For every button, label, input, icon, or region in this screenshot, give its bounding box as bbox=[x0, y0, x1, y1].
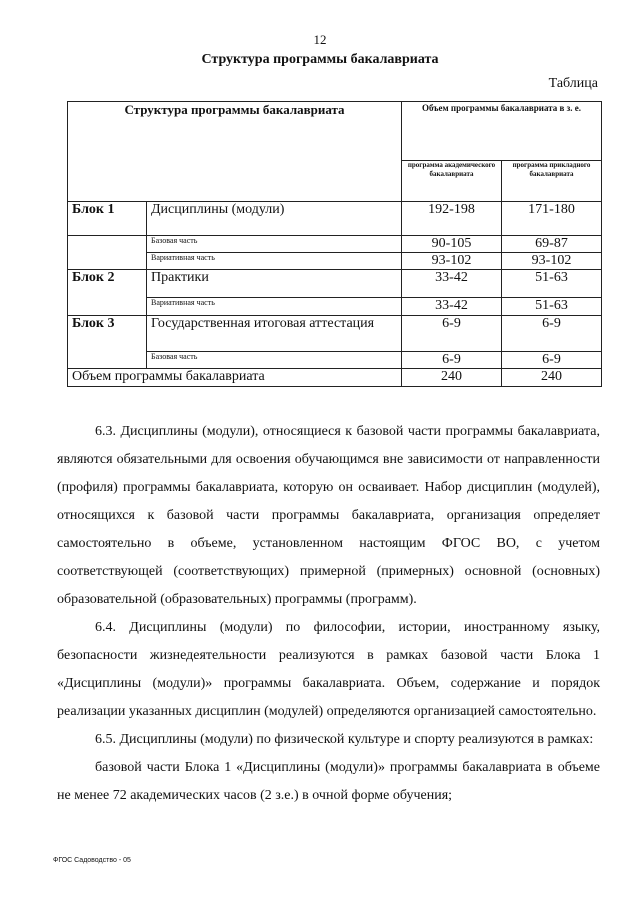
table-row bbox=[68, 352, 602, 369]
block-label: Блок 1 bbox=[68, 202, 147, 236]
header-academic: программа академического бакалавриата bbox=[402, 161, 502, 202]
table-row bbox=[68, 270, 602, 298]
total-academic: 240 bbox=[402, 369, 502, 387]
academic-value: 6-9 bbox=[402, 352, 502, 369]
row-name: Базовая часть bbox=[147, 236, 402, 253]
applied-value: 6-9 bbox=[502, 352, 602, 369]
academic-value: 93-102 bbox=[402, 253, 502, 270]
table-label: Таблица bbox=[548, 76, 598, 91]
table-row bbox=[68, 253, 602, 270]
academic-value: 33-42 bbox=[402, 270, 502, 298]
paragraph-6-5-item: базовой части Блока 1 «Дисциплины (модули)» программы бакалавриата в объеме не менее 72 академических часов (2 з.е.) в очной форме обучения; bbox=[57, 760, 600, 803]
header-applied: программа прикладного бакалавриата bbox=[502, 161, 602, 202]
total-applied: 240 bbox=[502, 369, 602, 387]
row-name: Базовая часть bbox=[147, 352, 402, 369]
row-name: Практики bbox=[147, 270, 402, 298]
block-label: Блок 3 bbox=[68, 316, 147, 369]
applied-value: 171-180 bbox=[502, 202, 602, 236]
total-label: Объем программы бакалавриата bbox=[68, 369, 402, 387]
paragraph-6-4: 6.4. Дисциплины (модули) по философии, истории, иностранному языку, безопасности жизнедеятельности реализуются в рамках базовой части Блока 1 «Дисциплины (модули)» программы бакалавриата. Объем, содержание и порядок реализации указанных дисциплин (модулей) определяются организацией самостоятельно. bbox=[57, 620, 600, 719]
row-name: Вариативная часть bbox=[147, 298, 402, 316]
academic-value: 90-105 bbox=[402, 236, 502, 253]
header-structure: Структура программы бакалавриата bbox=[68, 102, 402, 202]
row-name: Государственная итоговая аттестация bbox=[147, 316, 402, 352]
page-number: 12 bbox=[313, 32, 327, 47]
row-name: Вариативная часть bbox=[147, 253, 402, 270]
row-name: Дисциплины (модули) bbox=[147, 202, 402, 236]
applied-value: 69-87 bbox=[502, 236, 602, 253]
table-total-row bbox=[68, 369, 602, 387]
academic-value: 192-198 bbox=[402, 202, 502, 236]
paragraph-6-5: 6.5. Дисциплины (модули) по физической культуре и спорту реализуются в рамках: bbox=[95, 732, 594, 747]
table-row bbox=[68, 202, 602, 236]
applied-value: 93-102 bbox=[502, 253, 602, 270]
body-text bbox=[57, 418, 600, 810]
page-title: Структура программы бакалавриата bbox=[201, 52, 439, 67]
header-volume: Объем программы бакалавриата в з. е. bbox=[402, 102, 602, 161]
table-row bbox=[68, 298, 602, 316]
paragraph-6-3: 6.3. Дисциплины (модули), относящиеся к базовой части программы бакалавриата, являются обязательными для освоения обучающимся вне зависимости от направленности (профиля) программы бакалавриата, которую он осваивает. Набор дисциплин (модулей), относящихся к базовой части программы бакалавриата, организация определяет самостоятельно в объеме, установленном настоящим ФГОС ВО, с учетом соответствующей (соответствующих) примерной (примерных) основной (основных) образовательной (образовательных) программы (программ). bbox=[57, 424, 600, 607]
table-row bbox=[68, 236, 602, 253]
applied-value: 6-9 bbox=[502, 316, 602, 352]
block-label bbox=[68, 236, 147, 270]
footer: ФГОС Садоводство - 05 bbox=[53, 857, 131, 864]
block-label: Блок 2 bbox=[68, 270, 147, 316]
applied-value: 51-63 bbox=[502, 270, 602, 298]
structure-table bbox=[67, 101, 602, 387]
academic-value: 6-9 bbox=[402, 316, 502, 352]
academic-value: 33-42 bbox=[402, 298, 502, 316]
table-row bbox=[68, 316, 602, 352]
applied-value: 51-63 bbox=[502, 298, 602, 316]
